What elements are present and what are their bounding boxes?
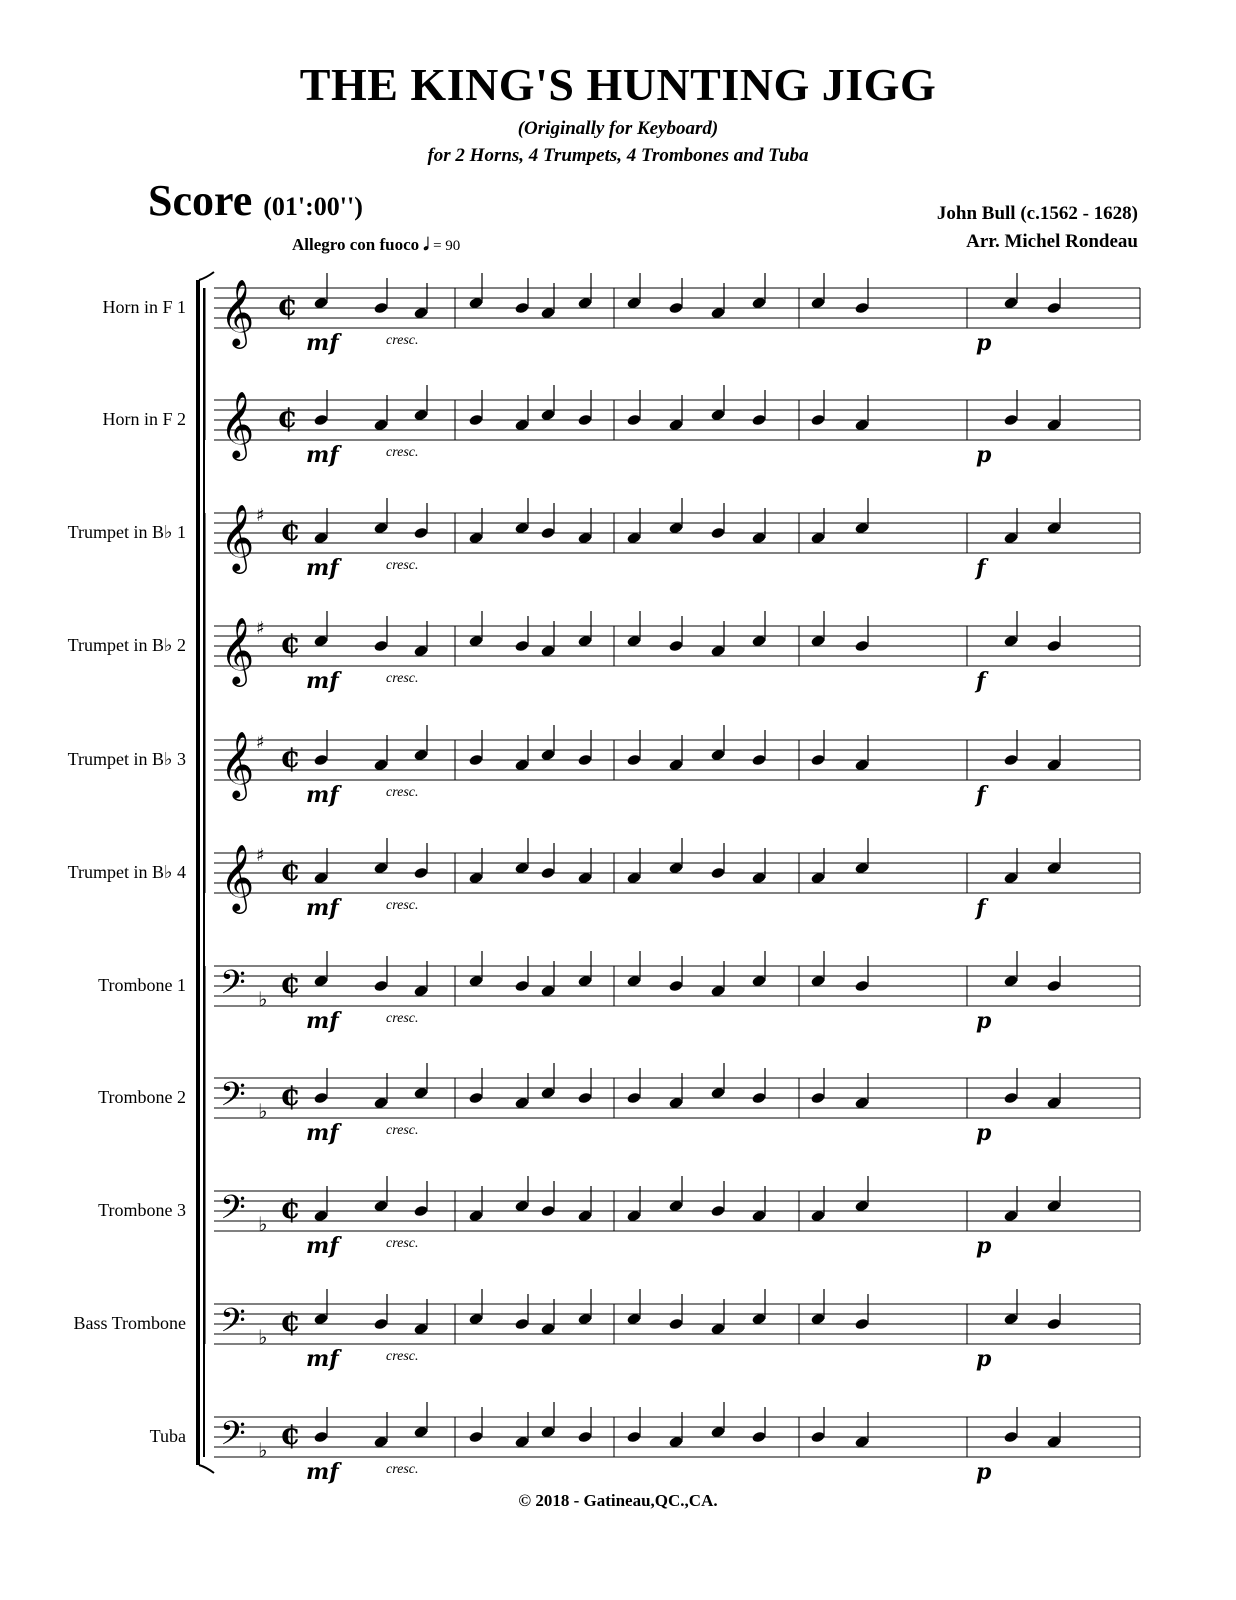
cresc-mark: cresc. — [386, 333, 419, 348]
note-head — [540, 867, 555, 880]
instrumentation-subtitle: for 2 Horns, 4 Trumpets, 4 Trombones and Tuba — [427, 145, 809, 166]
dynamic-mark: mf — [306, 895, 339, 921]
dynamic-mark: mf — [306, 1346, 339, 1372]
note-head — [710, 1205, 725, 1218]
dynamic-mark: p — [976, 1120, 992, 1146]
note-head — [373, 302, 388, 315]
flat-key-icon: ♭ — [258, 1099, 268, 1123]
cut-time-icon: ¢ — [280, 513, 301, 548]
note-head — [514, 640, 529, 653]
instrument-label: Trombone 1 — [98, 975, 186, 995]
instrument-label: Trumpet in B♭ 2 — [67, 635, 186, 655]
cresc-mark: cresc. — [386, 898, 419, 913]
sharp-key-icon: ♯ — [256, 505, 265, 526]
tempo-text: Allegro con fuoco — [292, 235, 420, 254]
note-head — [313, 1431, 328, 1444]
note-head — [626, 1431, 641, 1444]
cresc-mark: cresc. — [386, 1462, 419, 1477]
system-bracket — [196, 280, 200, 1465]
cut-time-icon: ¢ — [280, 1304, 301, 1339]
sharp-key-icon: ♯ — [256, 732, 265, 753]
note-head — [413, 1205, 428, 1218]
dynamic-mark: p — [976, 1346, 992, 1372]
cut-time-icon: ¢ — [280, 1078, 301, 1113]
tempo-value: = 90 — [433, 238, 461, 254]
cresc-mark: cresc. — [386, 1123, 419, 1138]
treble-clef-icon: 𝄞 — [220, 616, 255, 684]
sharp-key-icon: ♯ — [256, 618, 265, 639]
note-head — [668, 640, 683, 653]
instrument-label: Tuba — [149, 1426, 186, 1446]
cut-time-icon: ¢ — [280, 853, 301, 888]
note-head — [626, 1092, 641, 1105]
cresc-mark: cresc. — [386, 1011, 419, 1026]
cut-time-icon: ¢ — [280, 626, 301, 661]
flat-key-icon: ♭ — [258, 1438, 268, 1462]
flat-key-icon: ♭ — [258, 987, 268, 1011]
note-head — [540, 527, 555, 540]
dynamic-mark: p — [976, 1459, 992, 1485]
note-head — [810, 414, 825, 427]
note-head — [751, 414, 766, 427]
note-head — [313, 1092, 328, 1105]
note-head — [751, 1431, 766, 1444]
instrument-label: Horn in F 2 — [102, 409, 186, 429]
note-head — [313, 414, 328, 427]
dynamic-mark: f — [976, 555, 986, 581]
note-head — [514, 980, 529, 993]
bass-clef-icon: 𝄢 — [220, 1189, 246, 1235]
duration: (01':00'') — [263, 192, 363, 221]
note-head — [626, 414, 641, 427]
bass-clef-icon: 𝄢 — [220, 1302, 246, 1348]
flat-key-icon: ♭ — [258, 1212, 268, 1236]
arranger: Arr. Michel Rondeau — [966, 231, 1138, 252]
note-head — [1003, 1092, 1018, 1105]
instrument-label: Trumpet in B♭ 4 — [67, 862, 186, 882]
note-head — [1003, 1431, 1018, 1444]
note-head — [751, 1092, 766, 1105]
note-head — [514, 302, 529, 315]
note-head — [668, 302, 683, 315]
note-head — [810, 1092, 825, 1105]
treble-clef-icon: 𝄞 — [220, 843, 255, 911]
bass-clef-icon: 𝄢 — [220, 1415, 246, 1461]
flat-key-icon: ♭ — [258, 1325, 268, 1349]
note-head — [710, 527, 725, 540]
dynamic-mark: p — [976, 442, 992, 468]
note-head — [810, 1431, 825, 1444]
note-head — [413, 527, 428, 540]
note-head — [373, 640, 388, 653]
dynamic-mark: p — [976, 330, 992, 356]
cut-time-icon: ¢ — [280, 740, 301, 775]
treble-clef-icon: 𝄞 — [220, 390, 255, 458]
note-head — [468, 1092, 483, 1105]
cresc-mark: cresc. — [386, 1236, 419, 1251]
cut-time-icon: ¢ — [280, 1417, 301, 1452]
treble-clef-icon: 𝄞 — [220, 503, 255, 571]
note-head — [577, 414, 592, 427]
note-head — [313, 754, 328, 767]
note-head — [577, 1431, 592, 1444]
cut-time-icon: ¢ — [280, 966, 301, 1001]
dynamic-mark: mf — [306, 668, 339, 694]
cut-time-icon: ¢ — [280, 1191, 301, 1226]
note-head — [626, 754, 641, 767]
cresc-mark: cresc. — [386, 558, 419, 573]
instrument-label: Trombone 3 — [98, 1200, 186, 1220]
dynamic-mark: f — [976, 782, 986, 808]
note-head — [854, 302, 869, 315]
dynamic-mark: mf — [306, 1233, 339, 1259]
note-head — [854, 1318, 869, 1331]
note-head — [540, 1205, 555, 1218]
note-head — [1046, 302, 1061, 315]
note-head — [668, 1318, 683, 1331]
dynamic-mark: f — [976, 668, 986, 694]
note-head — [373, 1318, 388, 1331]
dynamic-mark: mf — [306, 1008, 339, 1034]
system-bracket-top — [199, 272, 214, 280]
composer: John Bull (c.1562 - 1628) — [936, 203, 1138, 224]
note-head — [1046, 1318, 1061, 1331]
cresc-mark: cresc. — [386, 1349, 419, 1364]
note-head — [1046, 640, 1061, 653]
copyright: © 2018 - Gatineau,QC.,CA. — [518, 1491, 718, 1510]
dynamic-mark: mf — [306, 1120, 339, 1146]
bass-clef-icon: 𝄢 — [220, 964, 246, 1010]
treble-clef-icon: 𝄞 — [220, 278, 255, 346]
dynamic-mark: mf — [306, 1459, 339, 1485]
note-head — [1003, 754, 1018, 767]
note-head — [668, 980, 683, 993]
instrument-label: Trombone 2 — [98, 1087, 186, 1107]
cut-time-icon: ¢ — [277, 400, 298, 435]
half-note-icon: 𝅗𝅥 — [423, 235, 429, 254]
note-head — [710, 867, 725, 880]
dynamic-mark: mf — [306, 442, 339, 468]
note-head — [468, 754, 483, 767]
cut-time-icon: ¢ — [277, 288, 298, 323]
treble-clef-icon: 𝄞 — [220, 730, 255, 798]
note-head — [1003, 414, 1018, 427]
note-head — [751, 754, 766, 767]
system-bracket-bottom — [199, 1465, 214, 1473]
instrument-label: Trumpet in B♭ 1 — [67, 522, 186, 542]
cresc-mark: cresc. — [386, 445, 419, 460]
cresc-mark: cresc. — [386, 785, 419, 800]
note-head — [854, 640, 869, 653]
note-head — [514, 1318, 529, 1331]
note-head — [468, 414, 483, 427]
original-instrument-note: (Originally for Keyboard) — [517, 118, 719, 139]
note-head — [854, 980, 869, 993]
instrument-label: Bass Trombone — [73, 1313, 186, 1333]
instrument-label: Trumpet in B♭ 3 — [67, 749, 186, 769]
cresc-mark: cresc. — [386, 671, 419, 686]
note-head — [577, 1092, 592, 1105]
score-title: THE KING'S HUNTING JIGG — [299, 59, 937, 110]
instrument-label: Horn in F 1 — [102, 297, 186, 317]
dynamic-mark: p — [976, 1008, 992, 1034]
note-head — [413, 867, 428, 880]
note-head — [1046, 980, 1061, 993]
note-head — [577, 754, 592, 767]
dynamic-mark: mf — [306, 555, 339, 581]
bass-clef-icon: 𝄢 — [220, 1076, 246, 1122]
sharp-key-icon: ♯ — [256, 845, 265, 866]
dynamic-mark: f — [976, 895, 986, 921]
note-head — [810, 754, 825, 767]
score-word: Score — [148, 176, 253, 225]
dynamic-mark: mf — [306, 782, 339, 808]
note-head — [373, 980, 388, 993]
dynamic-mark: mf — [306, 330, 339, 356]
dynamic-mark: p — [976, 1233, 992, 1259]
note-head — [468, 1431, 483, 1444]
